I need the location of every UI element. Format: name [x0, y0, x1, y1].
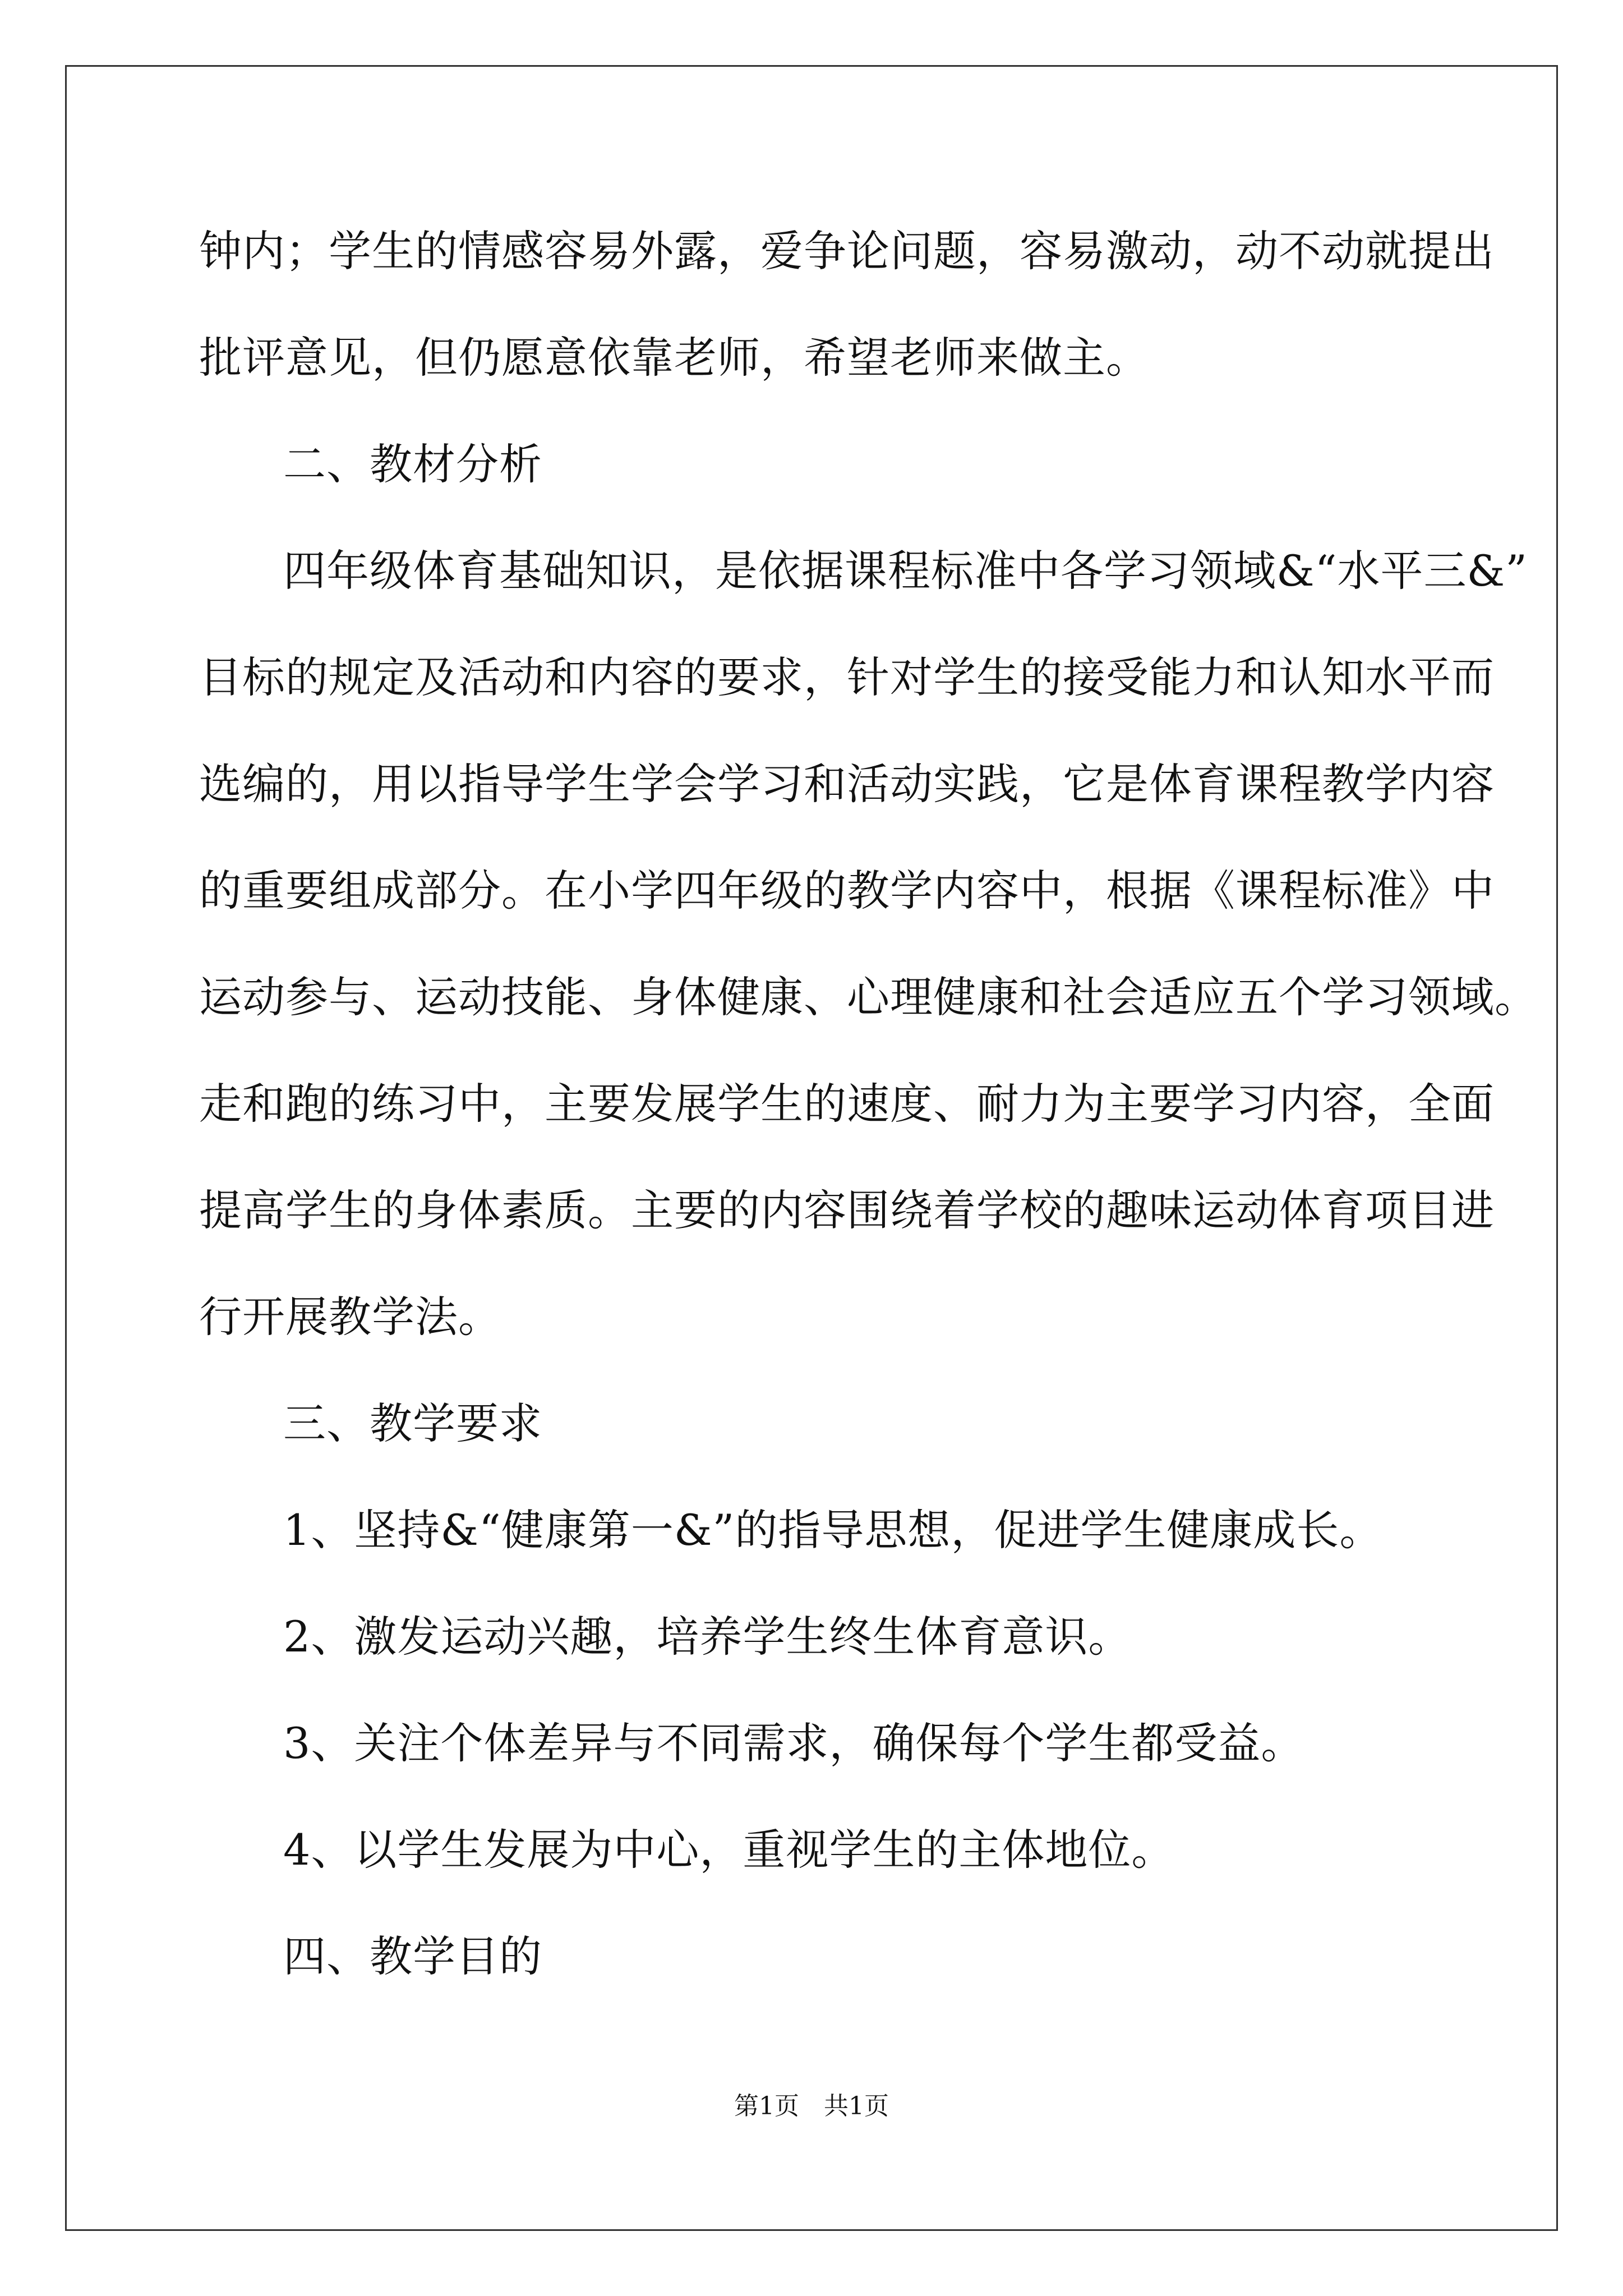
section-heading: 二、教材分析 [283, 439, 542, 489]
list-item: 1、坚持&“健康第一&”的指导思想，促进学生健康成长。 [283, 1505, 1383, 1555]
text-line: 批评意见，但仍愿意依靠老师，希望老师来做主。 [199, 333, 1149, 383]
text-line: 四年级体育基础知识，是依据课程标准中各学习领域&“水平三&” [283, 546, 1528, 596]
text-line: 的重要组成部分。在小学四年级的教学内容中，根据《课程标准》中 [199, 866, 1495, 915]
text-line: 行开展教学法。 [199, 1292, 501, 1342]
document-body [199, 218, 1538, 2030]
list-item: 4、以学生发展为中心，重视学生的主体地位。 [283, 1825, 1175, 1875]
text-line: 目标的规定及活动和内容的要求，针对学生的接受能力和认知水平而 [199, 652, 1495, 702]
page-number: 第1页 共1页 [734, 2092, 889, 2120]
section-heading: 三、教学要求 [283, 1398, 542, 1448]
text-line: 选编的，用以指导学生学会学习和活动实践，它是体育课程教学内容 [199, 759, 1495, 809]
text-line: 钟内；学生的情感容易外露，爱争论问题，容易激动，动不动就提出 [199, 226, 1495, 276]
text-line: 提高学生的身体素质。主要的内容围绕着学校的趣味运动体育项目进 [199, 1185, 1495, 1235]
text-line: 走和跑的练习中，主要发展学生的速度、耐力为主要学习内容，全面 [199, 1079, 1495, 1129]
text-line: 运动参与、运动技能、身体健康、心理健康和社会适应五个学习领域。 [199, 972, 1538, 1022]
list-item: 3、关注个体差异与不同需求，确保每个学生都受益。 [283, 1718, 1304, 1768]
section-heading: 四、教学目的 [283, 1931, 542, 1981]
list-item: 2、激发运动兴趣，培养学生终生体育意识。 [283, 1612, 1132, 1662]
